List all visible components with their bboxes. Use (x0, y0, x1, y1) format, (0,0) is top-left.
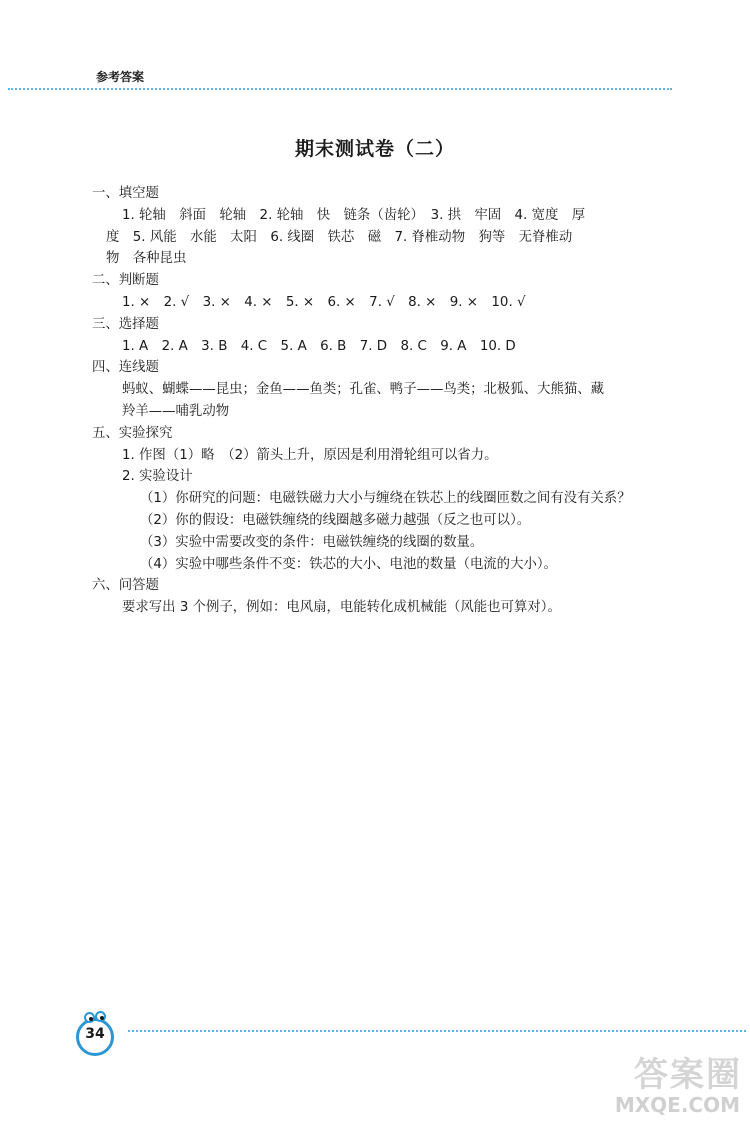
section-qa (92, 575, 640, 619)
answer-line: 1. A 2. A 3. B 4. C 5. A 6. B 7. D 8. C 9. A 10. D (122, 338, 516, 354)
section-heading: 四、连线题 (92, 360, 159, 376)
badge-eye-icon (95, 1011, 106, 1022)
section-heading: 五、实验探究 (92, 425, 173, 441)
answer-subline: （3）实验中需要改变的条件：电磁铁缠绕的线圈的数量。 (140, 534, 484, 550)
answer-subline: （1）你研究的问题：电磁铁磁力大小与缠绕在铁芯上的线圈匝数之间有没有关系？ (140, 491, 631, 507)
header-label: 参考答案 (96, 70, 145, 84)
header-divider (8, 88, 672, 90)
answer-line: 羚羊——哺乳动物 (122, 403, 230, 419)
section-true-false (92, 270, 640, 314)
answer-line: 度 5. 风能 水能 太阳 6. 线圈 铁芯 磁 7. 脊椎动物 狗等 无脊椎动 (106, 229, 573, 245)
watermark (592, 1047, 742, 1117)
answer-subline: （2）你的假设：电磁铁缠绕的线圈越多磁力越强（反之也可以）。 (140, 512, 531, 528)
section-heading: 二、判断题 (92, 273, 159, 289)
footer-divider (128, 1030, 746, 1032)
watermark-url: MXQE.COM (614, 1093, 740, 1117)
watermark-text: 答案圈 (634, 1055, 742, 1095)
section-heading: 六、问答题 (92, 578, 159, 594)
page-title: 期末测试卷（二） (294, 138, 455, 160)
section-heading: 三、选择题 (92, 316, 159, 332)
answer-line: 物 各种昆虫 (106, 251, 187, 267)
answer-line: 1. × 2. √ 3. × 4. × 5. × 6. × 7. √ 8. × 9. × 10. √ (122, 294, 526, 310)
section-multiple-choice (92, 314, 640, 358)
page-number: 34 (85, 1026, 105, 1042)
answer-line: 1. 作图（1）略 （2）箭头上升，原因是利用滑轮组可以省力。 (122, 447, 498, 463)
answer-line: 2. 实验设计 (122, 469, 193, 485)
section-experiment (92, 423, 640, 576)
answer-content (92, 183, 640, 619)
answer-line: 1. 轮轴 斜面 轮轴 2. 轮轴 快 链条（齿轮） 3. 拱 牢固 4. 宽度 厚 (122, 207, 586, 223)
section-matching (92, 357, 640, 422)
answer-line: 蚂蚁、蝴蝶——昆虫；金鱼——鱼类；孔雀、鸭子——鸟类；北极狐、大熊猫、藏 (122, 382, 605, 398)
answer-line: 要求写出 3 个例子，例如：电风扇，电能转化成机械能（风能也可算对）。 (122, 600, 561, 616)
answer-subline: （4）实验中哪些条件不变：铁芯的大小、电池的数量（电流的大小）。 (140, 556, 557, 572)
section-fill-blank (92, 183, 640, 270)
page-number-badge (76, 1014, 118, 1056)
section-heading: 一、填空题 (92, 186, 159, 201)
badge-eye-icon (84, 1012, 95, 1023)
